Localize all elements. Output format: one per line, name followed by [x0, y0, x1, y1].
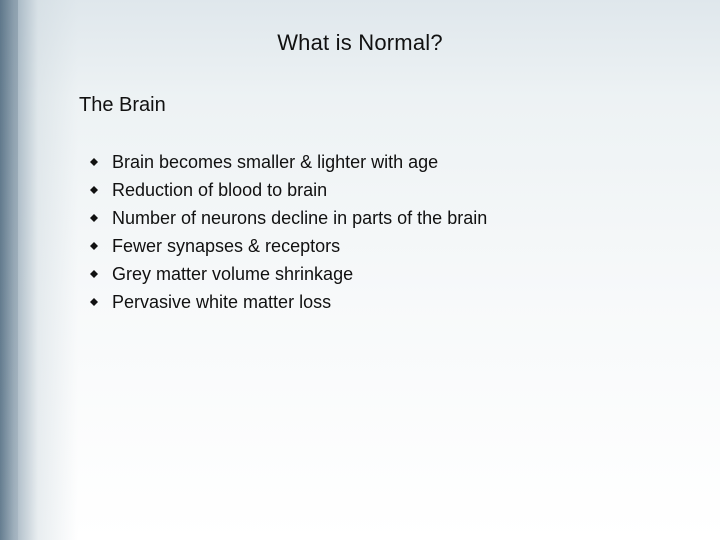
diamond-bullet-icon: [90, 186, 98, 194]
section-heading: The Brain: [79, 94, 166, 116]
diamond-bullet-icon: [90, 214, 98, 222]
bullet-text: Reduction of blood to brain: [112, 180, 328, 200]
slide-title: What is Normal?: [277, 30, 443, 55]
left-edge-accent: [0, 0, 18, 540]
diamond-bullet-icon: [90, 298, 98, 306]
diamond-bullet-icon: [90, 270, 98, 278]
diamond-bullet-icon: [90, 242, 98, 250]
bullet-text: Pervasive white matter loss: [112, 292, 332, 312]
diamond-bullet-icon: [90, 158, 98, 166]
bullet-text: Number of neurons decline in parts of the brain: [112, 208, 488, 228]
bullet-text: Brain becomes smaller & lighter with age: [112, 152, 439, 172]
bullet-text: Grey matter volume shrinkage: [112, 264, 354, 284]
bullet-text: Fewer synapses & receptors: [112, 236, 341, 256]
